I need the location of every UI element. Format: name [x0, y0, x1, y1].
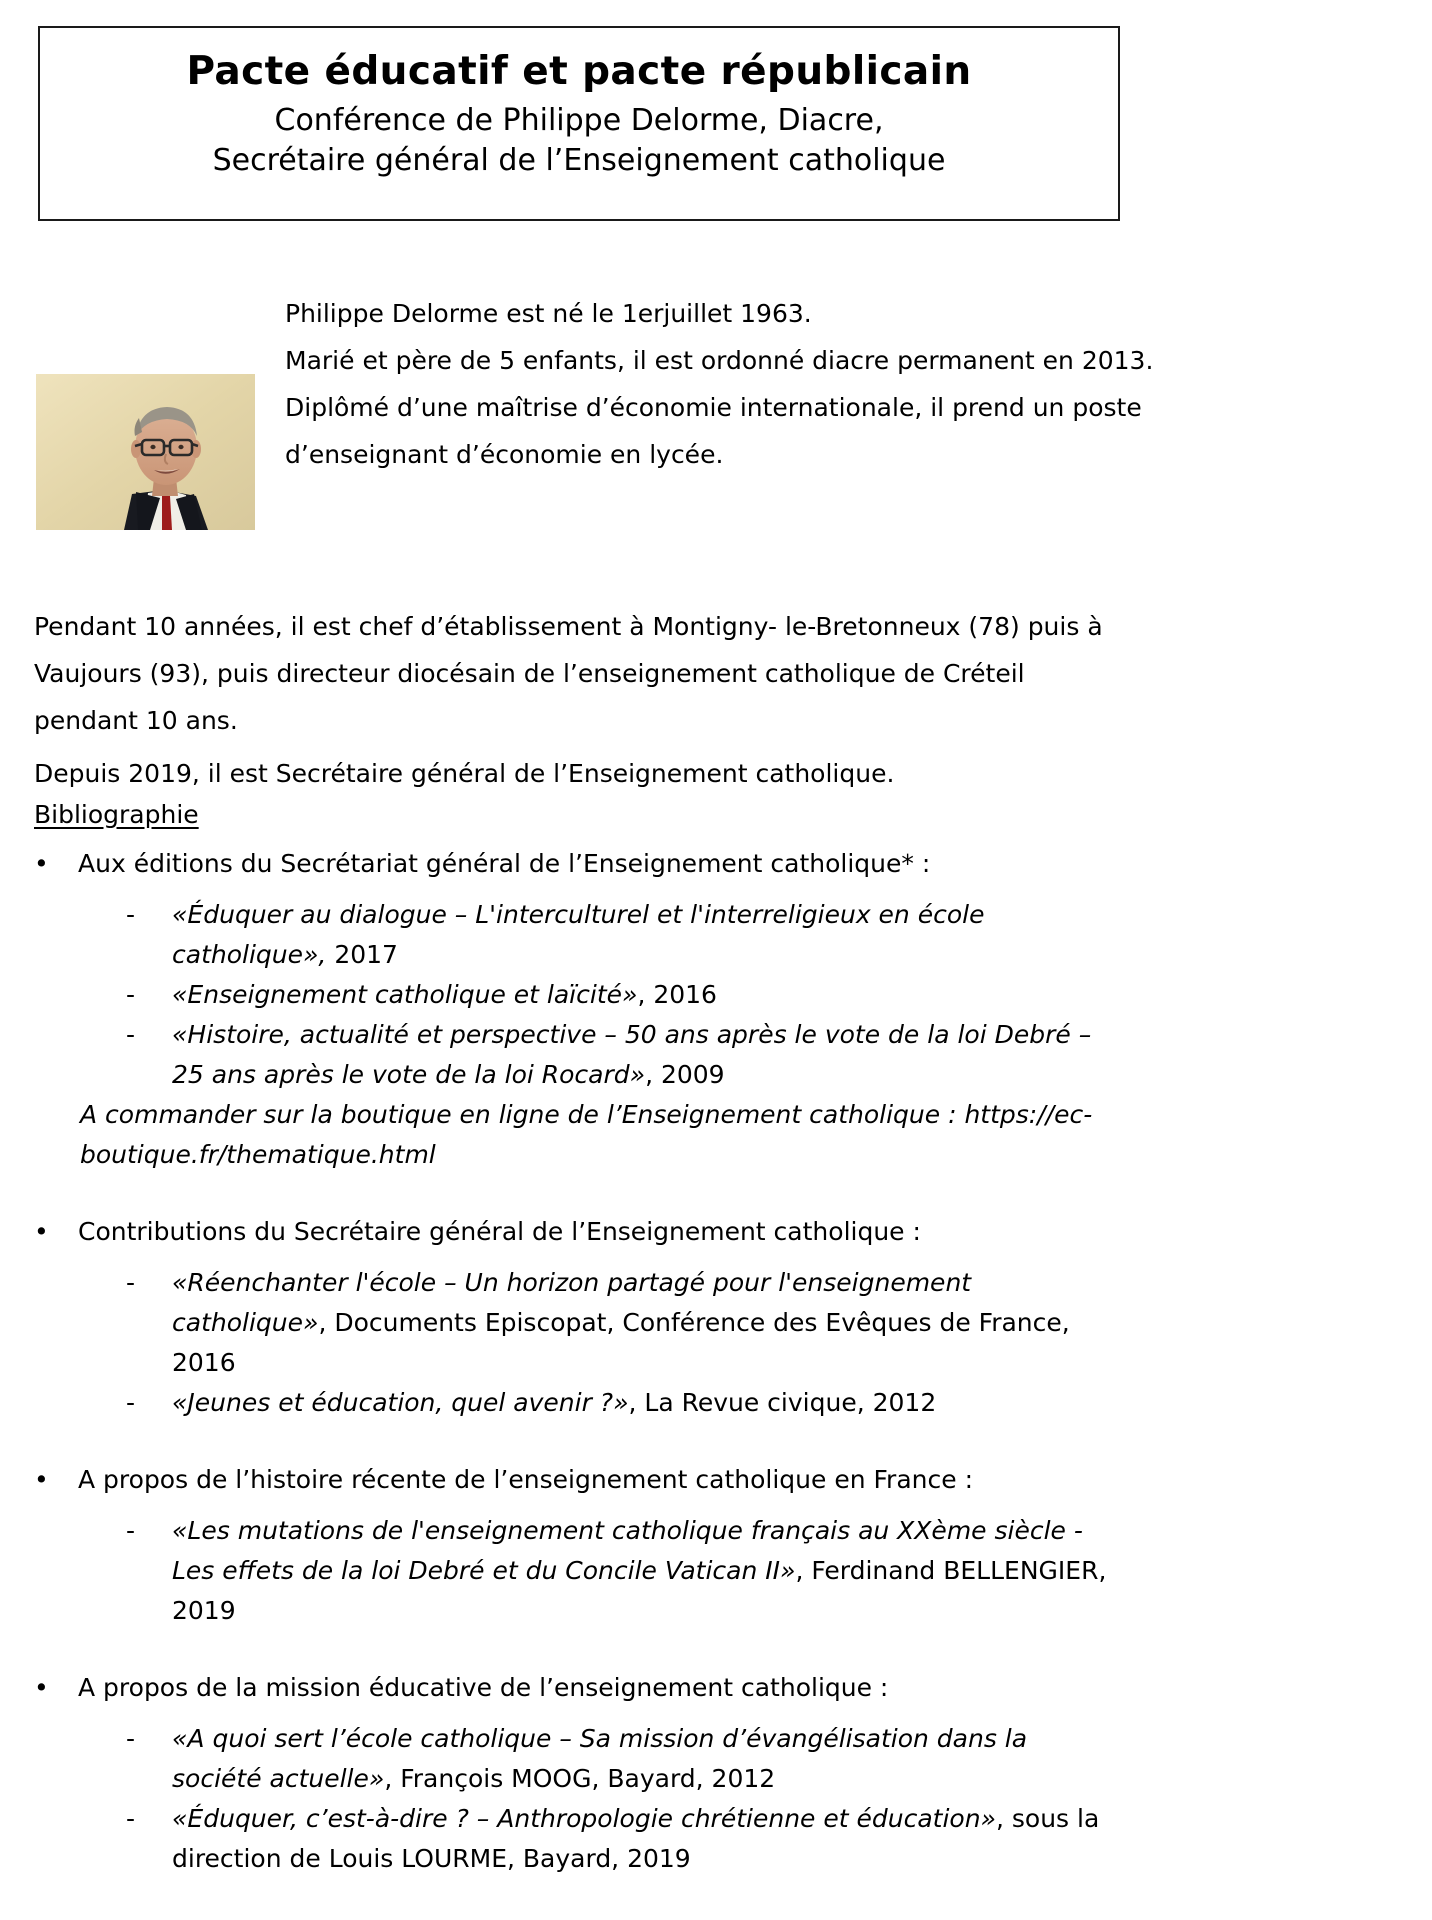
portrait-photo [36, 374, 255, 530]
bibliography-entry [34, 895, 1134, 975]
bullet-icon: • [34, 1217, 49, 1246]
dash-icon: - [126, 1268, 136, 1297]
section-spacer [34, 1423, 1134, 1457]
bibliography-entry [34, 1799, 1134, 1879]
bibliography-entry-title: «Jeunes et éducation, quel avenir ?» [172, 1388, 629, 1417]
bibliography-entry-title: «Enseignement catholique et laïcité» [172, 980, 638, 1009]
bibliography-group-label: Contributions du Secrétaire général de l’Enseignement catholique : [78, 1217, 921, 1246]
section-spacer [34, 1631, 1134, 1665]
bibliography-group [34, 1667, 1134, 1913]
bibliography-entry [34, 1015, 1134, 1095]
bio-intro-block [285, 290, 1154, 478]
bibliography-entry-text [172, 1799, 1134, 1879]
bibliography-entry-text [172, 1511, 1134, 1631]
bullet-icon: • [34, 1673, 49, 1702]
bio-line-4: d’enseignant d’économie en lycée. [285, 440, 724, 469]
bio-paragraphs [34, 603, 1124, 797]
bibliography-group-label: A propos de l’histoire récente de l’enseignement catholique en France : [78, 1465, 973, 1494]
bibliography-group-lead [34, 1211, 1134, 1253]
bibliography-entry-meta: 2017 [334, 940, 398, 969]
bibliography-entry-meta: , 2009 [645, 1060, 725, 1089]
bibliography-group-lead [34, 1459, 1134, 1501]
dash-icon: - [126, 1020, 136, 1049]
bibliography-entries [34, 1263, 1134, 1423]
bibliography-entry-meta: , La Revue civique, 2012 [628, 1388, 937, 1417]
bibliography-group-lead [34, 1667, 1134, 1709]
bibliography-group-label: A propos de la mission éducative de l’enseignement catholique : [78, 1673, 889, 1702]
bibliography-entry-meta: , François MOOG, Bayard, 2012 [384, 1764, 776, 1793]
bibliography-entry-title: «Éduquer au dialogue – L'interculturel et l'interreligieux en école catholique», [172, 900, 985, 969]
bibliography-entry-text [172, 895, 1134, 975]
bibliography-section [34, 800, 1134, 1915]
bibliography-entry-text [172, 975, 1134, 1015]
bio-line-2: Marié et père de 5 enfants, il est ordonné diacre permanent en 2013. [285, 346, 1154, 375]
bio-paragraph-3: Depuis 2019, il est Secrétaire général de l’Enseignement catholique. [34, 759, 895, 788]
bibliography-entry-meta: , Documents Episcopat, Conférence des Evêques de France, 2016 [172, 1308, 1070, 1377]
portrait-illustration [36, 374, 255, 530]
bibliography-group [34, 1459, 1134, 1665]
bibliography-note: A commander sur la boutique en ligne de l’Enseignement catholique : https://ec-boutique.fr/thematique.html [80, 1100, 1093, 1169]
bibliography-entry [34, 975, 1134, 1015]
bibliography-entry [34, 1383, 1134, 1423]
bibliography-group-lead [34, 843, 1134, 885]
bibliography-entry-text [172, 1015, 1134, 1095]
bibliography-entry-meta: , Ferdinand BELLENGIER, 2019 [172, 1556, 1107, 1625]
bibliography-entry [34, 1263, 1134, 1383]
bibliography-entry-title: «Les mutations de l'enseignement catholique français au XXème siècle - Les effets de la loi Debré et du Concile Vatican II» [172, 1516, 1083, 1585]
bibliography-entry-title: «Histoire, actualité et perspective – 50 ans après le vote de la loi Debré – 25 ans après le vote de la loi Rocard» [172, 1020, 1092, 1089]
bibliography-group [34, 1211, 1134, 1457]
section-spacer [34, 1175, 1134, 1209]
bibliography-entry-title: «Éduquer, c’est-à-dire ? – Anthropologie chrétienne et éducation» [172, 1804, 996, 1833]
bibliography-entries [34, 895, 1134, 1095]
dash-icon: - [126, 1804, 136, 1833]
dash-icon: - [126, 1388, 136, 1417]
bibliography-list [34, 843, 1134, 1913]
bibliography-entries [34, 1511, 1134, 1631]
bio-paragraph-2: Pendant 10 années, il est chef d’établissement à Montigny- le-Bretonneux (78) puis à Vaujours (93), puis directeur diocésain de l’enseignement catholique de Créteil pendant 10 ans. [34, 612, 1103, 735]
dash-icon: - [126, 1724, 136, 1753]
bibliography-heading: Bibliographie [34, 800, 199, 829]
bibliography-entries [34, 1719, 1134, 1879]
page-title: Pacte éducatif et pacte républicain [186, 49, 972, 94]
bibliography-entry-text [172, 1263, 1134, 1383]
bio-line-3: Diplômé d’une maîtrise d’économie internationale, il prend un poste [285, 393, 1142, 422]
title-box [38, 26, 1120, 221]
bibliography-group-label: Aux éditions du Secrétariat général de l’Enseignement catholique* : [78, 849, 931, 878]
section-spacer [34, 1879, 1134, 1913]
bullet-icon: • [34, 1465, 49, 1494]
dash-icon: - [126, 1516, 136, 1545]
bibliography-entry [34, 1511, 1134, 1631]
dash-icon: - [126, 900, 136, 929]
bibliography-entry-meta: , 2016 [637, 980, 717, 1009]
bullet-icon: • [34, 849, 49, 878]
bibliography-entry-title: «Réenchanter l'école – Un horizon partagé pour l'enseignement catholique» [172, 1268, 972, 1337]
bio-line-1: Philippe Delorme est né le 1erjuillet 1963. [285, 299, 812, 328]
bibliography-entry-text [172, 1383, 1134, 1423]
dash-icon: - [126, 980, 136, 1009]
page-subtitle-line-1: Conférence de Philippe Delorme, Diacre, [274, 102, 884, 138]
bibliography-group [34, 843, 1134, 1209]
bibliography-entry-title: «A quoi sert l’école catholique – Sa mission d’évangélisation dans la société actuelle» [172, 1724, 1028, 1793]
bibliography-entry [34, 1719, 1134, 1799]
bibliography-entry-text [172, 1719, 1134, 1799]
page-subtitle-line-2: Secrétaire général de l’Enseignement catholique [212, 143, 946, 179]
bibliography-entry-meta: , sous la direction de Louis LOURME, Bayard, 2019 [172, 1804, 1100, 1873]
